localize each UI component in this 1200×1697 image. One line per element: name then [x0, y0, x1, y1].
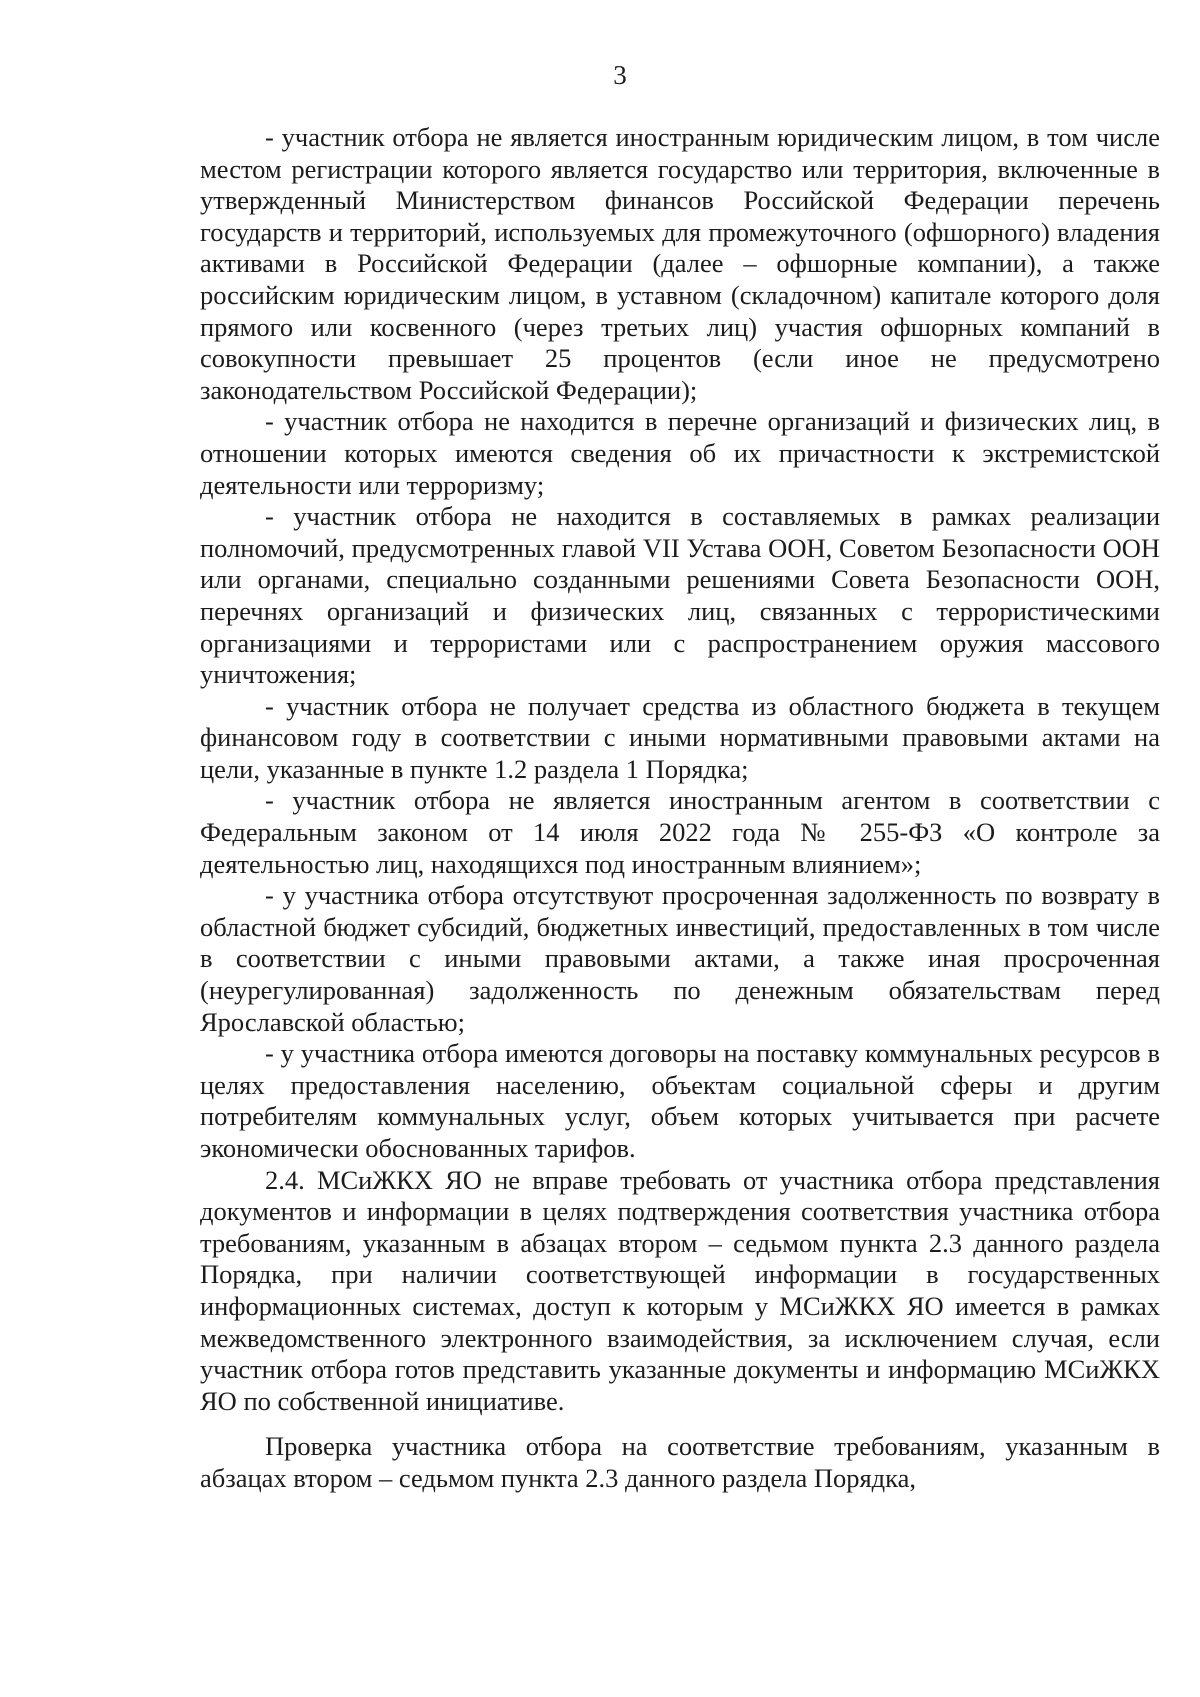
paragraph-un-security-council-list: - участник отбора не находится в составляемых в рамках реализации полномочий, предусмотренных главой VII Устава ООН, Советом Безопасности ООН или органами, специально созданными решениями Совета Безопасности ООН, перечнях организаций и физических лиц, связанных с террористическими организациями и террористами или с распространением оружия массового уничтожения; [200, 501, 1160, 690]
paragraph-regional-budget-funds: - участник отбора не получает средства из областного бюджета в текущем финансовом году в соответствии с иными нормативными правовыми актами на цели, указанные в пункте 1.2 раздела 1 Порядка; [200, 690, 1160, 784]
paragraph-participant-verification: Проверка участника отбора на соответствие требованиям, указанным в абзацах втором – седьмом пункта 2.3 данного раздела Порядка, [200, 1431, 1160, 1493]
paragraph-offshore-requirement: - участник отбора не является иностранным юридическим лицом, в том числе местом регистрации которого является государство или территория, включенные в утвержденный Министерством финансов Российской Федерации перечень государств и территорий, используемых для промежуточного (офшорного) владения активами в Российской Федерации (далее – офшорные компании), а также российским юридическим лицом, в уставном (складочном) капитале которого доля прямого или косвенного (через третьих лиц) участия офшорных компаний в совокупности превышает 25 процентов (если иное не предусмотрено законодательством Российской Федерации); [200, 122, 1160, 405]
paragraph-utility-contracts: - у участника отбора имеются договоры на поставку коммунальных ресурсов в целях предоставления населению, объектам социальной сферы и другим потребителям коммунальных услуг, объем которых учитывается при расчете экономически обоснованных тарифов. [200, 1038, 1160, 1163]
paragraph-overdue-debt: - у участника отбора отсутствуют просроченная задолженность по возврату в областной бюджет субсидий, бюджетных инвестиций, предоставленных в том числе в соответствии с иными правовыми актами, а также иная просроченная (неурегулированная) задолженность по денежным обязательствам перед Ярославской областью; [200, 880, 1160, 1037]
document-body [200, 122, 1160, 1495]
page-number: 3 [613, 60, 627, 90]
paragraph-foreign-agent: - участник отбора не является иностранным агентом в соответствии с Федеральным законом от 14 июля 2022 года № 255-ФЗ «О контроле за деятельностью лиц, находящихся под иностранным влиянием»; [200, 785, 1160, 879]
paragraph-section-2-4: 2.4. МСиЖКХ ЯО не вправе требовать от участника отбора представления документов и информации в целях подтверждения соответствия участника отбора требованиям, указанным в абзацах втором – седьмом пункта 2.3 данного раздела Порядка, при наличии соответствующей информации в государственных информационных системах, доступ к которым у МСиЖКХ ЯО имеется в рамках межведомственного электронного взаимодействия, за исключением случая, если участник отбора готов представить указанные документы и информацию МСиЖКХ ЯО по собственной инициативе. [200, 1164, 1160, 1416]
paragraph-extremism-list: - участник отбора не находится в перечне организаций и физических лиц, в отношении которых имеются сведения об их причастности к экстремистской деятельности или терроризму; [200, 406, 1160, 500]
